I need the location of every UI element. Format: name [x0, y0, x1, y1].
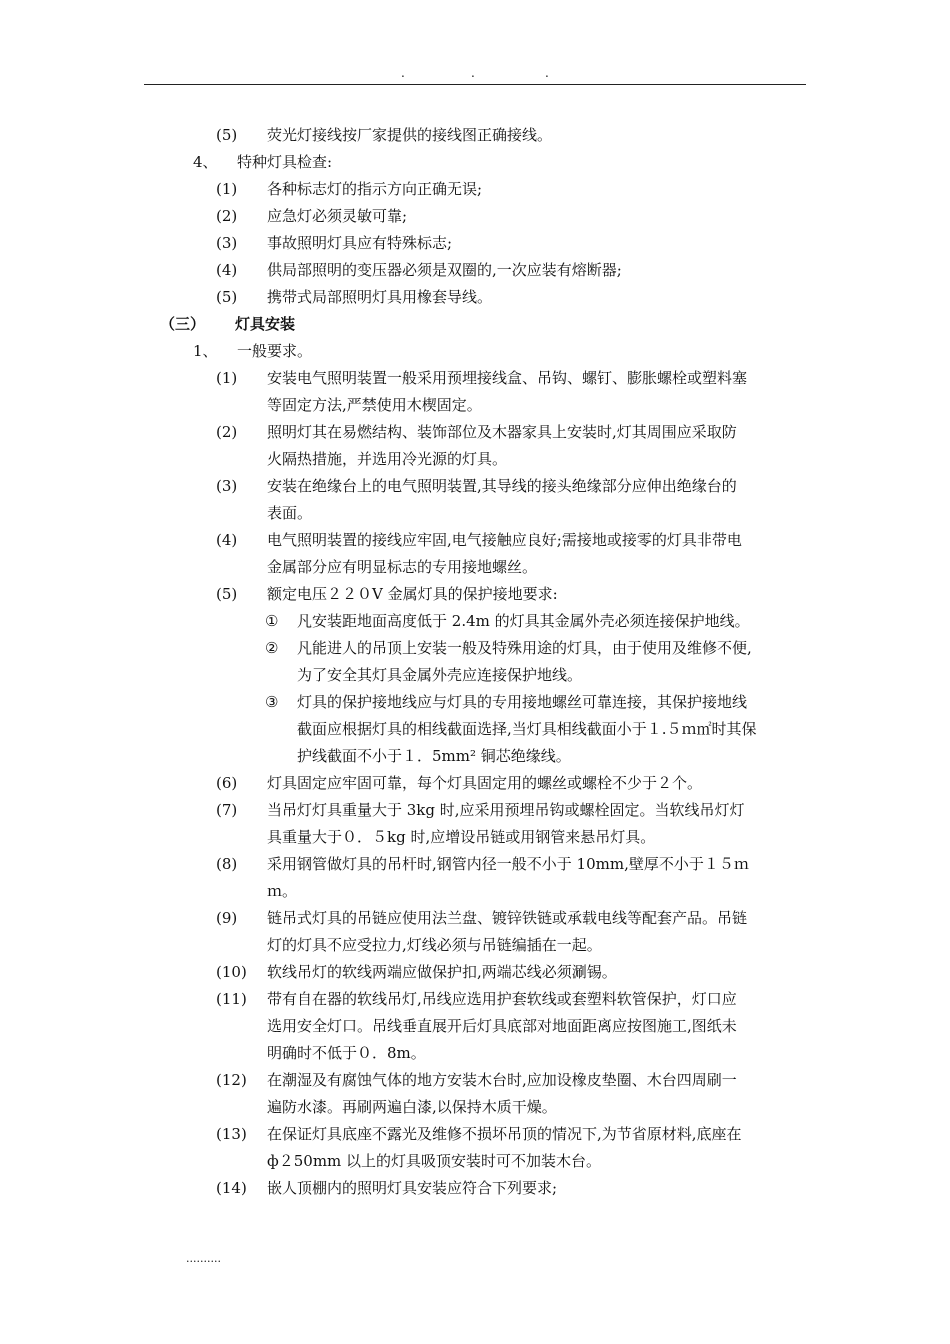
sub-item-text-continued: 为了安全其灯具金属外壳应连接保护地线。: [297, 666, 583, 684]
item-text: 采用钢管做灯具的吊杆时,钢管内径一般不小于 10mm,壁厚不小于１５ｍ: [267, 855, 749, 873]
item-number: (2): [216, 423, 238, 441]
item-text: 应急灯必须灵敏可靠;: [267, 207, 408, 225]
item-text-continued: 金属部分应有明显标志的专用接地螺丝。: [267, 558, 538, 576]
header-dot: .: [471, 66, 475, 80]
item-text: 照明灯其在易燃结构、装饰部位及木器家具上安装时,灯其周围应采取防: [267, 423, 737, 441]
item-text-continued: ｍ。: [267, 882, 298, 900]
item-text: 在保证灯具底座不露光及维修不损坏吊顶的情况下,为节省原材料,底座在: [267, 1125, 742, 1143]
header-rule: [144, 84, 806, 85]
item-number: (1): [216, 180, 238, 198]
item-text: 各种标志灯的指示方向正确无误;: [267, 180, 483, 198]
item-number: (5): [216, 126, 238, 144]
item-number: (4): [216, 261, 238, 279]
item-text: 在潮湿及有腐蚀气体的地方安装木台时,应加设橡皮垫圈、木台四周刷一: [267, 1071, 737, 1089]
sub-item-text: 凡能进人的吊顶上安装一般及特殊用途的灯具，由于使用及维修不便,: [297, 639, 752, 657]
item-text: 供局部照明的变压器必须是双圈的,一次应装有熔断器;: [267, 261, 622, 279]
chapter-number: （三）: [160, 315, 206, 333]
item-number: (4): [216, 531, 238, 549]
item-text-continued: 火隔热措施，并选用冷光源的灯具。: [267, 450, 508, 468]
item-number: (10): [216, 963, 247, 981]
footer-dots: ..........: [186, 1252, 221, 1265]
item-number: (5): [216, 585, 238, 603]
item-text: 链吊式灯具的吊链应使用法兰盘、镀锌铁链或承载电线等配套产品。吊链: [267, 909, 748, 927]
item-text-continued: 遍防水漆。再刷两遍白漆,以保持木质干燥。: [267, 1098, 557, 1116]
item-number: (11): [216, 990, 247, 1008]
item-text-continued: 明确时不低于０．8m。: [267, 1044, 426, 1062]
sub-item-text: 灯具的保护接地线应与灯具的专用接地螺丝可靠连接，其保护接地线: [297, 693, 748, 711]
item-number: (13): [216, 1125, 247, 1143]
sub-item-text-continued: 护线截面不小于１．5mm² 铜芯绝缘线。: [297, 747, 571, 765]
item-number: (12): [216, 1071, 247, 1089]
header-dots: [0, 66, 950, 80]
item-text: 额定电压２２０V 金属灯具的保护接地要求:: [267, 585, 558, 603]
section-number: 4、: [193, 153, 218, 171]
item-number: (7): [216, 801, 238, 819]
item-text: 当吊灯灯具重量大于 3kg 时,应采用预埋吊钩或螺栓固定。当软线吊灯灯: [267, 801, 745, 819]
sub-item-number: ②: [265, 639, 279, 657]
item-number: (9): [216, 909, 238, 927]
section-heading: 一般要求。: [237, 342, 313, 360]
item-text: 嵌人顶棚内的照明灯具安装应符合下列要求;: [267, 1179, 558, 1197]
item-text-continued: ф２50mm 以上的灯具吸顶安装时可不加装木台。: [267, 1152, 602, 1170]
item-number: (8): [216, 855, 238, 873]
sub-item-number: ①: [265, 612, 279, 630]
item-text: 灯具固定应牢固可靠，每个灯具固定用的螺丝或螺栓不少于２个。: [267, 774, 703, 792]
item-text: 电气照明装置的接线应牢固,电气接触应良好;需接地或接零的灯具非带电: [267, 531, 742, 549]
item-text: 安装电气照明装置一般采用预埋接线盒、吊钩、螺钉、膨胀螺栓或塑料塞: [267, 369, 748, 387]
section-number: 1、: [193, 342, 218, 360]
item-number: (1): [216, 369, 238, 387]
item-number: (3): [216, 477, 238, 495]
item-text-continued: 具重量大于０．５kg 时,应增设吊链或用钢管来悬吊灯具。: [267, 828, 656, 846]
item-text: 安装在绝缘台上的电气照明装置,其导线的接头绝缘部分应伸出绝缘台的: [267, 477, 737, 495]
header-dot: .: [401, 66, 405, 80]
item-text: 事故照明灯具应有特殊标志;: [267, 234, 453, 252]
item-number: (2): [216, 207, 238, 225]
item-number: (3): [216, 234, 238, 252]
sub-item-text: 凡安装距地面高度低于 2.4m 的灯具其金属外壳必须连接保护地线。: [297, 612, 750, 630]
section-heading: 特种灯具检查:: [237, 153, 333, 171]
item-text-continued: 表面。: [267, 504, 313, 522]
item-text: 携带式局部照明灯具用橡套导线。: [267, 288, 493, 306]
item-number: (5): [216, 288, 238, 306]
header-dot: .: [545, 66, 549, 80]
sub-item-number: ③: [265, 693, 279, 711]
item-text-continued: 等固定方法,严禁使用木楔固定。: [267, 396, 482, 414]
chapter-title: 灯具安装: [235, 315, 296, 333]
item-text: 带有自在器的软线吊灯,吊线应选用护套软线或套塑料软管保护，灯口应: [267, 990, 737, 1008]
item-number: (14): [216, 1179, 247, 1197]
item-text-continued: 灯的灯具不应受拉力,灯线必须与吊链编插在一起。: [267, 936, 602, 954]
sub-item-text-continued: 截面应根据灯具的相线截面选择,当灯具相线截面小于１.５ｍ㎡时其保: [297, 720, 757, 738]
item-text: 软线吊灯的软线两端应做保护扣,两端芯线必须涮锡。: [267, 963, 617, 981]
item-text-continued: 选用安全灯口。吊线垂直展开后灯具底部对地面距离应按图施工,图纸未: [267, 1017, 737, 1035]
item-number: (6): [216, 774, 238, 792]
item-text: 荧光灯接线按厂家提供的接线图正确接线。: [267, 126, 553, 144]
